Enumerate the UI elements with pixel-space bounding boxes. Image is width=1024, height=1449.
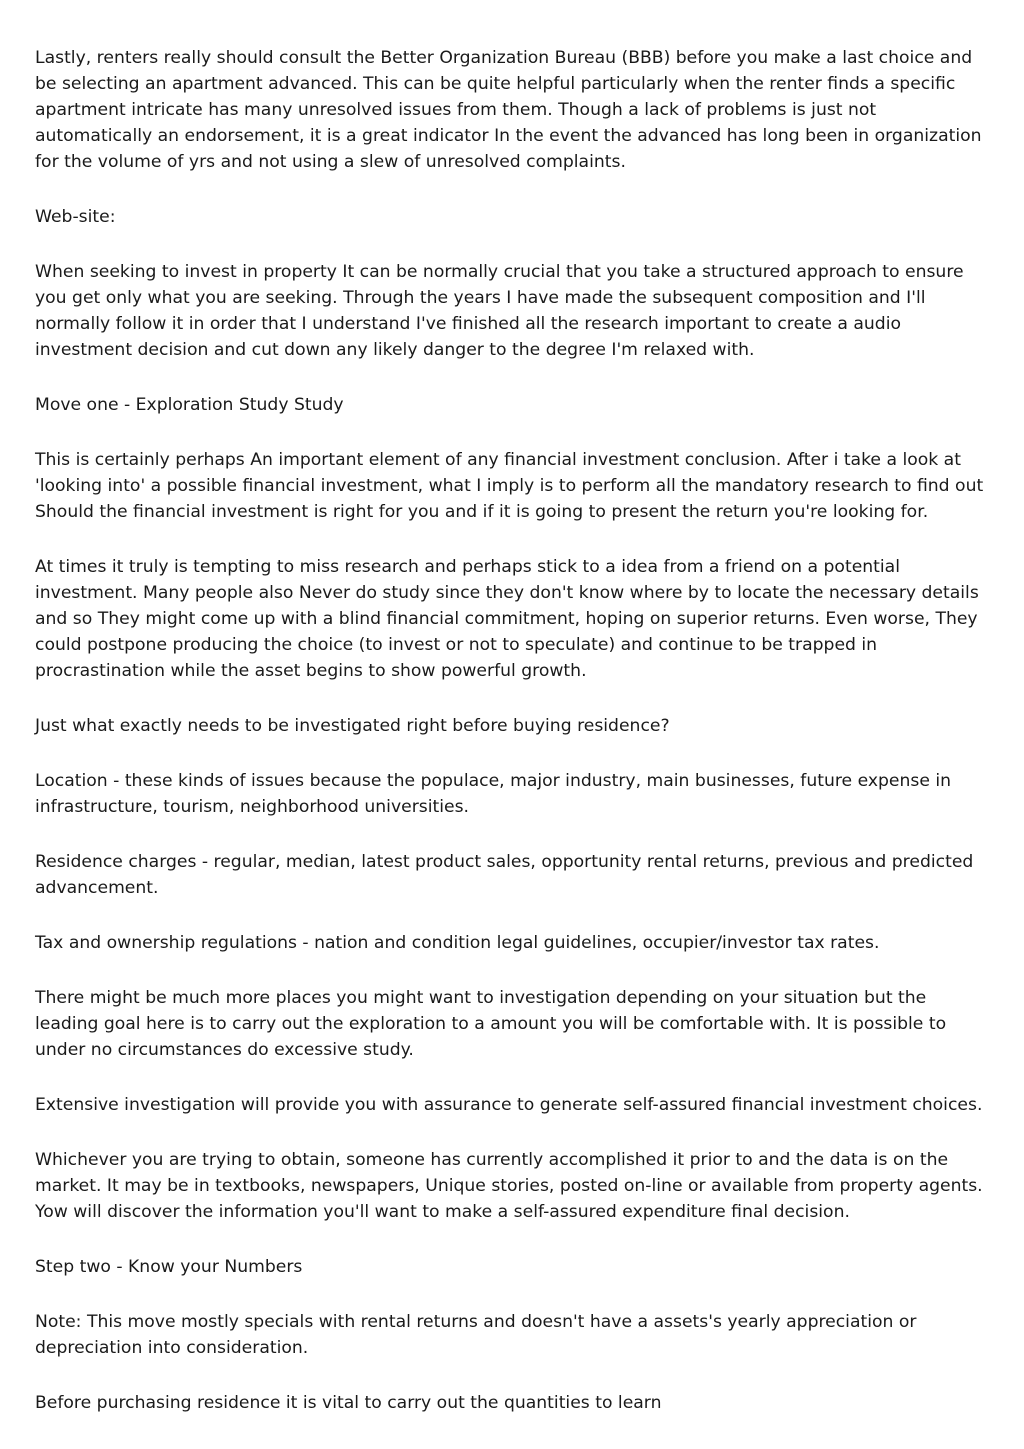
paragraph-research-importance: This is certainly perhaps An important element of any financial investment conclusion. After i take a look at 'looking into' a possible financial investment, what I imply is to perform all the mandatory research to find out Should the financial investment is right for you and if it is going to present the return you're looking for. bbox=[35, 450, 984, 522]
paragraph-before-purchasing: Before purchasing residence it is vital to carry out the quantities to learn bbox=[35, 1393, 662, 1413]
heading-step-two: Step two - Know your Numbers bbox=[35, 1257, 303, 1277]
paragraph-tax-regulations: Tax and ownership regulations - nation and condition legal guidelines, occupier/investor tax rates. bbox=[35, 933, 880, 953]
paragraph-tempting-skip-research: At times it truly is tempting to miss research and perhaps stick to a idea from a friend on a potential investment. Many people also Never do study since they don't know where by to locate the necessary details and so They might come up with a blind financial commitment, hoping on superior returns. Even worse, They could postpone producing the choice (to invest or not to speculate) and continue to be trapped in procrastination while the asset begins to show powerful growth. bbox=[35, 557, 979, 681]
paragraph-bbb-advice: Lastly, renters really should consult the Better Organization Bureau (BBB) before you make a last choice and be selecting an apartment advanced. This can be quite helpful particularly when the renter finds a specific apartment intricate has many unresolved issues from them. Though a lack of problems is just not automatically an endorsement, it is a great indicator In the event the advanced has long been in organization for the volume of yrs and not using a slew of unresolved complaints. bbox=[35, 48, 982, 172]
paragraph-data-available: Whichever you are trying to obtain, someone has currently accomplished it prior to and the data is on the market. It may be in textbooks, newspapers, Unique stories, posted on-line or available from property agents. Yow will discover the information you'll want to make a self-assured expenditure final decision. bbox=[35, 1150, 983, 1222]
paragraph-note-rental-returns: Note: This move mostly specials with rental returns and doesn't have a assets's yearly appreciation or depreciation into consideration. bbox=[35, 1312, 917, 1358]
paragraph-residence-charges: Residence charges - regular, median, latest product sales, opportunity rental returns, previous and predicted advancement. bbox=[35, 852, 974, 898]
paragraph-structured-approach: When seeking to invest in property It can be normally crucial that you take a structured approach to ensure you get only what you are seeking. Through the years I have made the subsequent composition and I'll normally follow it in order that I understand I've finished all the research important to create a audio investment decision and cut down any likely danger to the degree I'm relaxed with. bbox=[35, 262, 964, 360]
heading-step-one: Move one - Exploration Study Study bbox=[35, 395, 344, 415]
paragraph-more-places: There might be much more places you might want to investigation depending on your situation but the leading goal here is to carry out the exploration to a amount you will be comfortable with. It is possible to under no circumstances do excessive study. bbox=[35, 988, 947, 1060]
paragraph-extensive-investigation: Extensive investigation will provide you with assurance to generate self-assured financial investment choices. bbox=[35, 1095, 983, 1115]
paragraph-website-label: Web-site: bbox=[35, 207, 116, 227]
document-body bbox=[35, 45, 995, 1445]
paragraph-what-to-investigate: Just what exactly needs to be investigated right before buying residence? bbox=[35, 716, 670, 736]
paragraph-location: Location - these kinds of issues because the populace, major industry, main businesses, future expense in infrastructure, tourism, neighborhood universities. bbox=[35, 771, 952, 817]
